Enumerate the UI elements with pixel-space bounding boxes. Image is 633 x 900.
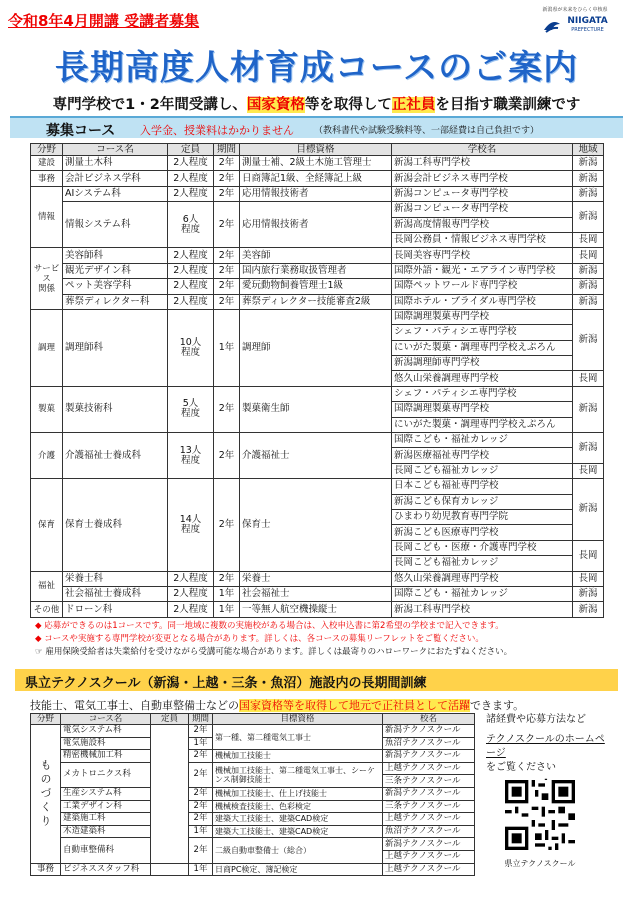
cell-region: 新潟 — [573, 171, 604, 186]
cell-region: 新潟 — [573, 294, 604, 309]
cell-school: 新潟テクノスクール — [383, 787, 475, 800]
cell-duration: 1年 — [189, 825, 213, 838]
cell-course: 美容師科 — [63, 248, 168, 263]
cost-note: （教科書代や試験受験料等、一部経費は自己負担です） — [314, 126, 540, 136]
cell-capacity: 2人程度 — [168, 156, 214, 171]
cell-school: 魚沼テクノスクール — [383, 737, 475, 750]
cell-school: 新潟テクノスクール — [383, 838, 475, 851]
cell-field: 保育 — [31, 479, 63, 571]
cell-duration: 1年 — [214, 586, 240, 601]
cell-school: 日本こども福祉専門学校 — [392, 479, 573, 494]
cell-duration: 2年 — [214, 156, 240, 171]
cell-school: 新潟工科専門学校 — [392, 156, 573, 171]
col-region: 地域 — [573, 144, 604, 156]
cell-school: ひまわり幼児教育専門学院 — [392, 509, 573, 524]
note-3: ☞ 雇用保険受給者は失業給付を受けながら受講可能な場合があります。詳しくは最寄りのハローワークにおたずねください。 — [35, 647, 513, 657]
cell-duration: 2年 — [214, 294, 240, 309]
table-row — [31, 386, 604, 401]
cell-capacity: 5人 程度 — [168, 386, 214, 432]
cell-qualification: 製菓衛生師 — [240, 386, 392, 432]
table-row — [31, 433, 604, 448]
col-field: 分野 — [31, 144, 63, 156]
cell-qualification: 機械検査技能士、色彩検定 — [213, 800, 383, 813]
cell-qualification: 保育士 — [240, 479, 392, 571]
cell-region: 長岡 — [573, 371, 604, 386]
col-course: コース名 — [63, 144, 168, 156]
cell-course: 情報システム科 — [63, 202, 168, 248]
cell-duration: 2年 — [214, 171, 240, 186]
cell-duration: 2年 — [189, 813, 213, 826]
cell-qualification: 愛玩動物飼養管理士1級 — [240, 279, 392, 294]
cell-duration: 2年 — [214, 571, 240, 586]
cell-field: 情報 — [31, 186, 63, 248]
note-2: ◆ コースや実施する専門学校が変更となる場合があります。詳しくは、各コースの募集リーフレットをご覧ください。 — [35, 634, 484, 644]
cell-region: 長岡 — [573, 248, 604, 263]
cell-school: 悠久山栄養調理専門学校 — [392, 571, 573, 586]
cell-course: 栄養士科 — [63, 571, 168, 586]
cell-capacity — [151, 725, 189, 864]
cell-capacity: 13人 程度 — [168, 433, 214, 479]
cell-course: メカトロニクス科 — [61, 762, 151, 787]
cell-capacity: 2人程度 — [168, 279, 214, 294]
table-row — [31, 586, 604, 601]
niigata-logo-icon — [542, 18, 562, 34]
cell-school: シェフ・パティシエ専門学校 — [392, 325, 573, 340]
cell-qualification: 機械加工技能士 — [213, 750, 383, 763]
cell-school: 長岡公務員・情報ビジネス専門学校 — [392, 232, 573, 247]
cell-capacity: 2人程度 — [168, 571, 214, 586]
col-duration: 期間 — [214, 144, 240, 156]
table-row — [31, 263, 604, 278]
technoschool-table — [30, 713, 475, 876]
cell-school: 新潟会計ビジネス専門学校 — [392, 171, 573, 186]
table-row — [31, 838, 475, 851]
cell-school: 新潟コンピュータ専門学校 — [392, 202, 573, 217]
cell-qualification: 葬祭ディレクター技能審査2級 — [240, 294, 392, 309]
table-row — [31, 825, 475, 838]
cell-school: シェフ・パティシエ専門学校 — [392, 386, 573, 401]
cell-school: 三条テクノスクール — [383, 775, 475, 788]
table-row — [31, 294, 604, 309]
qr-caption: 県立テクノスクール — [504, 859, 576, 868]
free-tuition-note: 入学金、授業料はかかりません — [140, 124, 294, 137]
cell-course: AIシステム科 — [63, 186, 168, 201]
cell-region: 新潟 — [573, 156, 604, 171]
cell-school: 新潟医療福祉専門学校 — [392, 448, 573, 463]
cell-school: 国際調理製菓専門学校 — [392, 402, 573, 417]
table-row — [31, 171, 604, 186]
table-row — [31, 248, 604, 263]
cell-course: 生産システム科 — [61, 787, 151, 800]
cell-school: 国際ホテル・ブライダル専門学校 — [392, 294, 573, 309]
logo-name: NIIGATA — [567, 15, 608, 26]
cell-region: 長岡 — [573, 540, 604, 571]
cell-field: 事務 — [31, 863, 61, 876]
cell-duration: 2年 — [189, 725, 213, 738]
table-row — [31, 725, 475, 738]
cell-course: 観光デザイン科 — [63, 263, 168, 278]
cell-school: 上越テクノスクール — [383, 762, 475, 775]
cell-school: 長岡こども福祉カレッジ — [392, 556, 573, 571]
course-section-header — [10, 116, 623, 138]
cell-qualification: 機械加工技能士、仕上げ技能士 — [213, 787, 383, 800]
cell-region: 新潟 — [573, 586, 604, 601]
page-subtitle: 専門学校で1・2年間受講し、国家資格等を取得して正社員を目指す職業訓練です — [52, 97, 581, 113]
qr-code-icon[interactable] — [505, 780, 575, 850]
cell-duration: 2年 — [214, 386, 240, 432]
cell-duration: 2年 — [189, 750, 213, 763]
cell-qualification: 一等無人航空機操縦士 — [240, 602, 392, 617]
cell-qualification: 応用情報技術者 — [240, 202, 392, 248]
cell-region: 新潟 — [573, 202, 604, 233]
cell-qualification: 介護福祉士 — [240, 433, 392, 479]
cell-region: 新潟 — [573, 386, 604, 432]
cell-duration: 2年 — [214, 202, 240, 248]
t2-col-course: コース名 — [61, 714, 151, 725]
cell-school: 長岡美容専門学校 — [392, 248, 573, 263]
table-row — [31, 309, 604, 324]
cell-school: 国際調理製菓専門学校 — [392, 309, 573, 324]
table-row — [31, 279, 604, 294]
cell-course: 工業デザイン科 — [61, 800, 151, 813]
cell-school: 長岡こども・医療・介護専門学校 — [392, 540, 573, 555]
table-row — [31, 813, 475, 826]
cell-qualification: 美容師 — [240, 248, 392, 263]
table-row — [31, 202, 604, 217]
cell-capacity: 2人程度 — [168, 602, 214, 617]
cell-region: 長岡 — [573, 232, 604, 247]
t2-col-duration: 期間 — [189, 714, 213, 725]
side-text-1: 諸経費や応募方法など — [486, 714, 586, 725]
cell-school: 国際ペットワールド専門学校 — [392, 279, 573, 294]
cell-qualification: 建築大工技能士、建築CAD検定 — [213, 825, 383, 838]
cell-qualification: 国内旅行業務取扱管理者 — [240, 263, 392, 278]
tagline: 令和8年4月開講 受講者募集 — [8, 12, 200, 30]
cell-school: 悠久山栄養調理専門学校 — [392, 371, 573, 386]
cell-region: 新潟 — [573, 479, 604, 541]
cell-school: 新潟テクノスクール — [383, 750, 475, 763]
table-row — [31, 863, 475, 876]
cell-field: サービス 関係 — [31, 248, 63, 310]
cell-capacity: 2人程度 — [168, 586, 214, 601]
cell-school: 国際外語・観光・エアライン専門学校 — [392, 263, 573, 278]
homepage-link[interactable]: テクノスクールのホームページ — [486, 734, 605, 759]
cell-school: 新潟こども医療専門学校 — [392, 525, 573, 540]
cell-field: 製菓 — [31, 386, 63, 432]
cell-qualification: 第一種、第二種電気工事士 — [213, 725, 383, 750]
cell-course: ペット美容学科 — [63, 279, 168, 294]
page-title: 長期高度人材育成コースのご案内 — [54, 48, 579, 88]
technoschool-section-header — [15, 669, 618, 691]
cell-qualification: 測量士補、2級土木施工管理士 — [240, 156, 392, 171]
cell-course: 製菓技術科 — [63, 386, 168, 432]
cell-duration: 2年 — [214, 479, 240, 571]
cell-field: 福祉 — [31, 571, 63, 602]
cell-school: にいがた製菓・調理専門学校えぷろん — [392, 340, 573, 355]
cell-course: 会計ビジネス学科 — [63, 171, 168, 186]
cell-capacity: 2人程度 — [168, 294, 214, 309]
table-row — [31, 571, 604, 586]
cell-region: 長岡 — [573, 463, 604, 478]
cell-school: 新潟テクノスクール — [383, 725, 475, 738]
cell-course: 精密機械加工科 — [61, 750, 151, 763]
cell-course: 自動車整備科 — [61, 838, 151, 863]
section2-heading: 県立テクノスクール（新潟・上越・三条・魚沼）施設内の長期間訓練 — [25, 676, 427, 691]
section-heading: 募集コース — [46, 123, 116, 139]
logo-sub: PREFECTURE — [571, 26, 604, 33]
cell-region: 長岡 — [573, 571, 604, 586]
cell-duration: 2年 — [189, 800, 213, 813]
table-row — [31, 750, 475, 763]
cell-school: 新潟工科専門学校 — [392, 602, 573, 617]
cell-school: 上越テクノスクール — [383, 850, 475, 863]
cell-duration: 2年 — [189, 838, 213, 863]
cell-duration: 1年 — [189, 737, 213, 750]
cell-field: 調理 — [31, 309, 63, 386]
col-qualification: 目標資格 — [240, 144, 392, 156]
cell-qualification: 応用情報技術者 — [240, 186, 392, 201]
cell-school: 国際こども・福祉カレッジ — [392, 586, 573, 601]
cell-course: 社会福祉士養成科 — [63, 586, 168, 601]
cell-duration: 1年 — [214, 309, 240, 386]
cell-course: 電気システム科 — [61, 725, 151, 738]
note-1: ◆ 応募ができるのは1コースです。同一地域に複数の実施校がある場合は、入校申込書に第2希望の学校まで記入できます。 — [35, 621, 504, 631]
cell-school: 魚沼テクノスクール — [383, 825, 475, 838]
cell-qualification: 機械加工技能士、第二種電気工事士、シーケンス制御技能士 — [213, 762, 383, 787]
cell-field: 建設 — [31, 156, 63, 171]
cell-course: 介護福祉士養成科 — [63, 433, 168, 479]
table-row — [31, 156, 604, 171]
logo-slogan: 新潟県が未来をひらく中核県 — [542, 7, 608, 13]
cell-duration: 2年 — [214, 248, 240, 263]
cell-duration: 1年 — [214, 602, 240, 617]
cell-course: 電気施設科 — [61, 737, 151, 750]
cell-capacity: 10人 程度 — [168, 309, 214, 386]
cell-duration: 2年 — [214, 433, 240, 479]
cell-course: 保育士養成科 — [63, 479, 168, 571]
cell-capacity: 2人程度 — [168, 263, 214, 278]
cell-duration: 1年 — [189, 863, 213, 876]
cell-qualification: 日商PC検定、簿記検定 — [213, 863, 383, 876]
cell-course: ドローン科 — [63, 602, 168, 617]
cell-duration: 2年 — [214, 279, 240, 294]
table-row — [31, 479, 604, 494]
cell-region: 新潟 — [573, 263, 604, 278]
cell-region: 新潟 — [573, 186, 604, 201]
cell-school: 新潟コンピュータ専門学校 — [392, 186, 573, 201]
col-school: 学校名 — [392, 144, 573, 156]
table-row — [31, 787, 475, 800]
cell-school: 新潟高度情報専門学校 — [392, 217, 573, 232]
cell-duration: 2年 — [189, 787, 213, 800]
cell-course: 木造建築科 — [61, 825, 151, 838]
table-row — [31, 602, 604, 617]
cell-qualification: 日商簿記1級、全経簿記上級 — [240, 171, 392, 186]
cell-course: 建築施工科 — [61, 813, 151, 826]
table-row — [31, 186, 604, 201]
cell-school: 三条テクノスクール — [383, 800, 475, 813]
cell-field: 事務 — [31, 171, 63, 186]
cell-capacity: 2人程度 — [168, 186, 214, 201]
cell-capacity: 14人 程度 — [168, 479, 214, 571]
t2-col-field: 分野 — [31, 714, 61, 725]
course-table — [30, 143, 604, 618]
cell-capacity: 2人程度 — [168, 248, 214, 263]
cell-duration: 2年 — [214, 263, 240, 278]
cell-region: 新潟 — [573, 602, 604, 617]
cell-course: 測量土木科 — [63, 156, 168, 171]
cell-qualification: 社会福祉士 — [240, 586, 392, 601]
cell-qualification: 調理師 — [240, 309, 392, 386]
table-row — [31, 762, 475, 775]
cell-school: 長岡こども福祉カレッジ — [392, 463, 573, 478]
cell-region: 新潟 — [573, 279, 604, 294]
cell-region: 新潟 — [573, 433, 604, 464]
cell-capacity: 6人 程度 — [168, 202, 214, 248]
cell-field: ものづくり — [31, 725, 61, 864]
cell-duration: 2年 — [214, 186, 240, 201]
cell-school: 上越テクノスクール — [383, 863, 475, 876]
cell-school: 上越テクノスクール — [383, 813, 475, 826]
t2-col-qualification: 目標資格 — [213, 714, 383, 725]
cell-capacity: 2人程度 — [168, 171, 214, 186]
t2-col-capacity: 定員 — [151, 714, 189, 725]
side-text-2: をご覧ください — [486, 762, 556, 773]
cell-school: 国際こども・福祉カレッジ — [392, 433, 573, 448]
table-row — [31, 800, 475, 813]
cell-course: 葬祭ディレクター科 — [63, 294, 168, 309]
cell-field: 介護 — [31, 433, 63, 479]
cell-course: ビジネススタッフ科 — [61, 863, 151, 876]
cell-course: 調理師科 — [63, 309, 168, 386]
cell-school: 新潟調理師専門学校 — [392, 356, 573, 371]
cell-capacity — [151, 863, 189, 876]
technoschool-subtitle: 技能士、電気工事士、自動車整備士などの国家資格等を取得して地元で正社員として活躍できます。 — [30, 699, 525, 712]
cell-school: にいがた製菓・調理専門学校えぷろん — [392, 417, 573, 432]
cell-field: その他 — [31, 602, 63, 617]
cell-qualification: 二級自動車整備士（総合） — [213, 838, 383, 863]
t2-col-school: 校名 — [383, 714, 475, 725]
cell-region: 新潟 — [573, 309, 604, 371]
notes — [35, 620, 512, 659]
cell-duration: 2年 — [189, 762, 213, 787]
cell-qualification: 建築大工技能士、建築CAD検定 — [213, 813, 383, 826]
cell-qualification: 栄養士 — [240, 571, 392, 586]
cell-school: 新潟こども保育カレッジ — [392, 494, 573, 509]
col-capacity: 定員 — [168, 144, 214, 156]
